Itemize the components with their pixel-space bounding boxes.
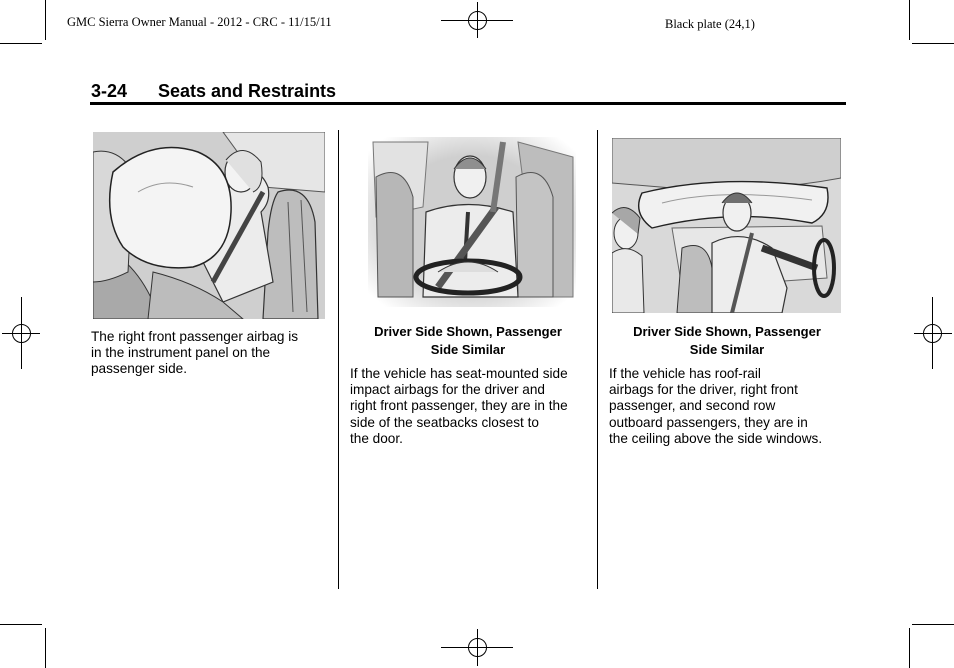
text-line: If the vehicle has roof-rail — [609, 366, 761, 381]
print-slug-right: Black plate (24,1) — [665, 17, 755, 31]
caption-line: Side Similar — [430, 342, 506, 357]
page-number: 3-24 — [91, 81, 128, 101]
text-line: the door. — [350, 430, 403, 446]
header-rule — [90, 102, 846, 105]
figure-caption — [340, 323, 596, 359]
column-divider — [338, 130, 339, 589]
text-line: side of the seatbacks closest to — [350, 414, 539, 430]
column-divider — [597, 130, 598, 589]
text-line: right front passenger, they are in the — [350, 398, 568, 414]
text-line: in the instrument panel on the — [91, 345, 271, 361]
text-line: passenger side. — [91, 361, 187, 377]
text-line: If the vehicle has seat-mounted side — [350, 366, 568, 381]
column-1-paragraph — [91, 329, 298, 378]
caption-line: Driver Side Shown, Passenger — [633, 324, 821, 339]
text-line: airbags for the driver, right front — [609, 382, 798, 398]
driver-seat-airbag-illustration — [368, 137, 576, 307]
print-slug-left: GMC Sierra Owner Manual - 2012 - CRC - 11/15/11 — [67, 15, 332, 29]
roof-rail-airbag-illustration — [612, 138, 841, 313]
section-title: Seats and Restraints — [158, 81, 337, 101]
figure-caption — [599, 323, 855, 359]
text-line: impact airbags for the driver and — [350, 382, 545, 398]
text-line: The right front passenger airbag is — [91, 329, 299, 344]
passenger-front-airbag-illustration — [93, 132, 325, 319]
caption-line: Side Similar — [689, 342, 765, 357]
text-line: the ceiling above the side windows. — [609, 430, 823, 446]
caption-line: Driver Side Shown, Passenger — [374, 324, 562, 339]
text-line: passenger, and second row — [609, 398, 776, 414]
column-3-paragraph — [609, 366, 822, 447]
column-2-paragraph — [350, 366, 568, 447]
text-line: outboard passengers, they are in — [609, 414, 808, 430]
